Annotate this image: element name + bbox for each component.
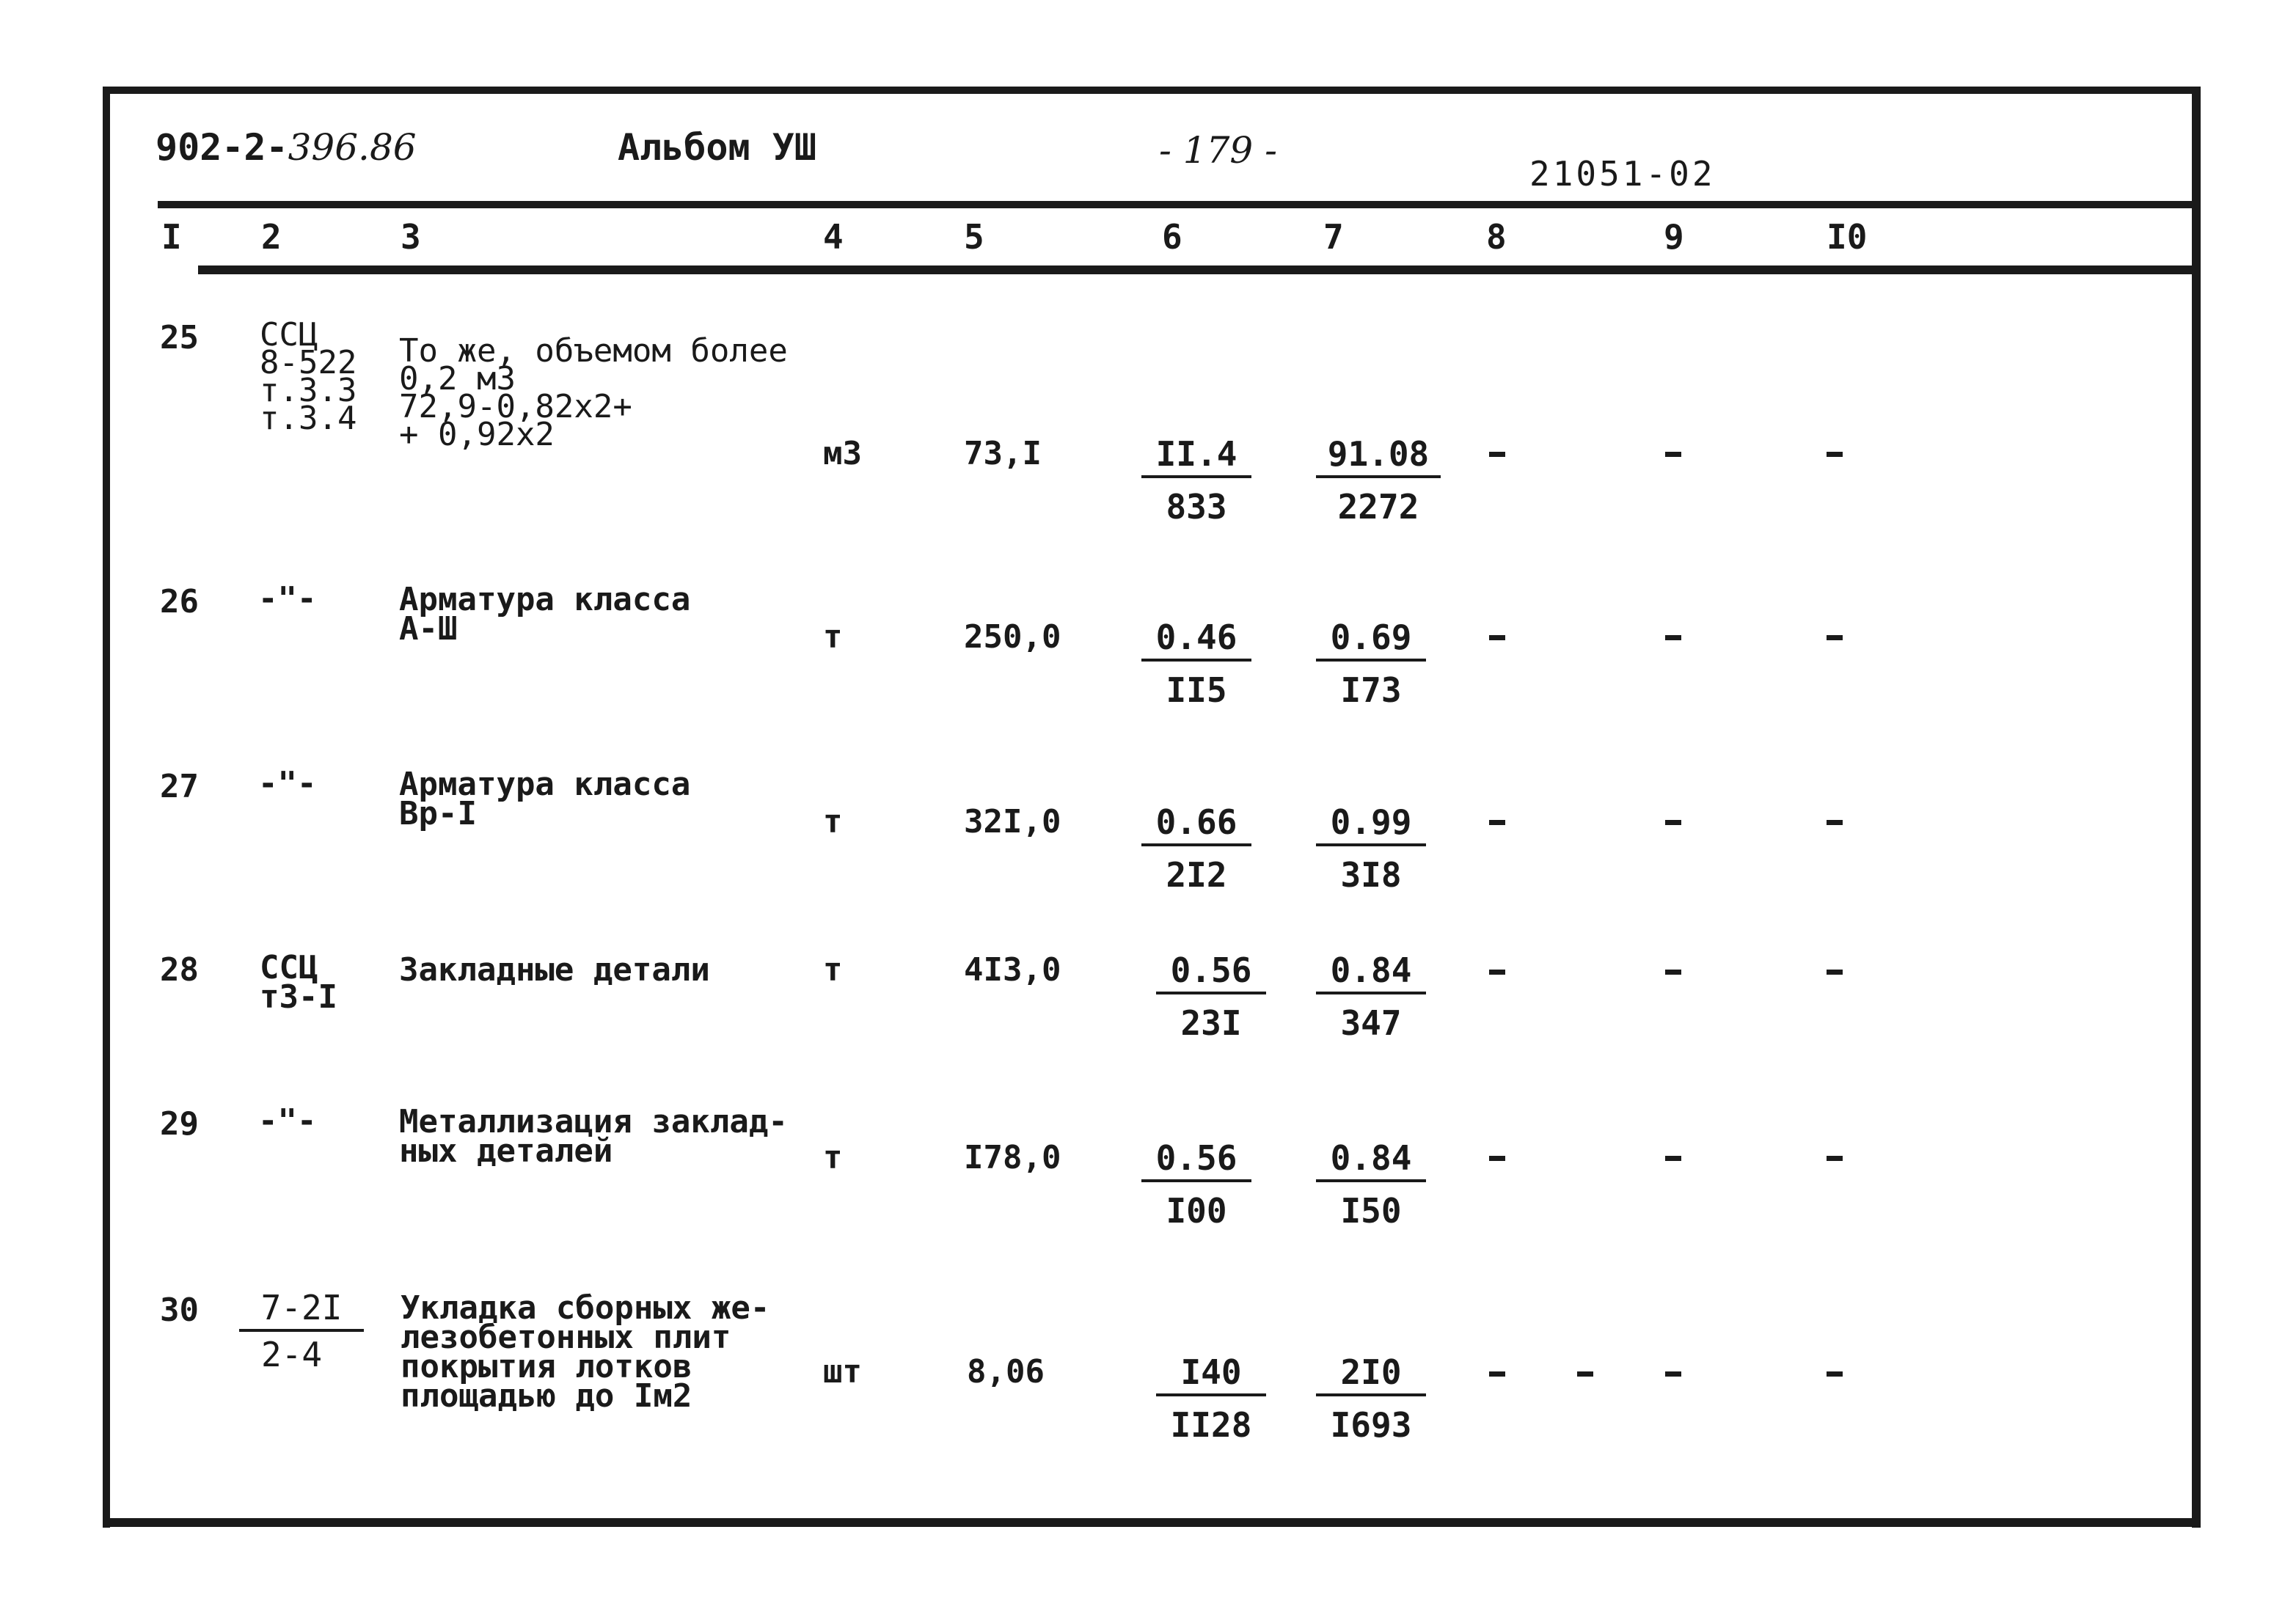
row-description: Закладные детали — [399, 951, 710, 989]
col-header-9: 9 — [1664, 217, 1684, 257]
row-reference: ССЦ 8-522 т.3.3 т.3.4 — [260, 316, 357, 437]
row-unit: т — [823, 951, 843, 989]
col-header-7: 7 — [1323, 217, 1344, 257]
col-header-1: I — [161, 217, 182, 257]
row-quantity: 4I3,0 — [964, 951, 1061, 989]
row-reference: -"- — [258, 1102, 317, 1140]
row-col6-fraction: II.4 833 — [1141, 437, 1251, 524]
row-col10-dash — [1827, 970, 1843, 975]
row-col7-fraction: 2I0 I693 — [1316, 1355, 1426, 1442]
row-col6-fraction: 0.56 23I — [1156, 953, 1266, 1040]
header-rule — [158, 201, 2193, 208]
row-col8-dash — [1489, 635, 1505, 640]
row-col6-fraction: 0.46 II5 — [1141, 620, 1251, 707]
row-reference: -"- — [258, 580, 317, 618]
row-col6-fraction: 0.66 2I2 — [1141, 805, 1251, 892]
row-col10-dash — [1827, 635, 1843, 640]
row-number: 27 — [160, 768, 199, 805]
row-col7-fraction: 0.84 347 — [1316, 953, 1426, 1040]
row-col8b-dash — [1577, 1371, 1593, 1377]
row-number: 30 — [160, 1292, 199, 1329]
row-col9-dash — [1665, 1371, 1681, 1377]
row-col9-dash — [1665, 820, 1681, 825]
row-description: Укладка сборных же- лезобетонных плит покрытия лотков площадью до Iм2 — [401, 1289, 770, 1415]
row-quantity: 250,0 — [964, 618, 1061, 656]
col-header-8: 8 — [1486, 217, 1507, 257]
row-quantity: 73,I — [964, 435, 1042, 472]
row-col8-dash — [1489, 1371, 1505, 1377]
page-number: - 179 - — [1159, 129, 1278, 172]
row-unit: шт — [823, 1353, 862, 1391]
row-col9-dash — [1665, 452, 1681, 457]
column-header-rule — [198, 265, 2193, 274]
row-col7-fraction: 91.08 2272 — [1316, 437, 1441, 524]
row-col9-dash — [1665, 970, 1681, 975]
row-quantity: I78,0 — [964, 1139, 1061, 1176]
row-col10-dash — [1827, 452, 1843, 457]
row-quantity: 32I,0 — [964, 803, 1061, 840]
col-header-10: I0 — [1827, 217, 1868, 257]
row-col8-dash — [1489, 1156, 1505, 1161]
col-header-5: 5 — [964, 217, 984, 257]
row-col7-fraction: 0.84 I50 — [1316, 1141, 1426, 1228]
row-unit: м3 — [823, 435, 862, 472]
row-col10-dash — [1827, 820, 1843, 825]
doc-number-prefix: 902-2- — [156, 126, 288, 169]
row-number: 25 — [160, 319, 199, 356]
row-unit: т — [823, 1139, 843, 1176]
row-unit: т — [823, 618, 843, 656]
col-header-2: 2 — [261, 217, 282, 257]
row-description: То же, объемом более 0,2 м3 72,9-0,82х2+ + 0,92х2 — [399, 332, 788, 453]
frame-right-border — [2192, 87, 2201, 1528]
row-col7-fraction: 0.69 I73 — [1316, 620, 1426, 707]
row-description: Металлизация заклад- ных деталей — [399, 1103, 788, 1170]
row-col10-dash — [1827, 1371, 1843, 1377]
doc-number-handwritten: 396.86 — [288, 126, 417, 169]
row-quantity: 8,06 — [967, 1353, 1045, 1391]
row-reference-fraction: 7-2I 2-4 — [239, 1291, 364, 1371]
col-header-3: 3 — [401, 217, 421, 257]
row-col9-dash — [1665, 1156, 1681, 1161]
row-number: 29 — [160, 1105, 199, 1143]
row-col10-dash — [1827, 1156, 1843, 1161]
frame-left-border — [103, 87, 110, 1528]
row-col6-fraction: 0.56 I00 — [1141, 1141, 1251, 1228]
row-col7-fraction: 0.99 3I8 — [1316, 805, 1426, 892]
row-description: Арматура класса А-Ш — [399, 581, 691, 648]
row-number: 26 — [160, 583, 199, 620]
row-number: 28 — [160, 951, 199, 989]
row-col8-dash — [1489, 820, 1505, 825]
row-col8-dash — [1489, 452, 1505, 457]
row-col9-dash — [1665, 635, 1681, 640]
doc-number — [156, 126, 417, 169]
album-label: Альбом УШ — [618, 126, 816, 169]
col-header-4: 4 — [823, 217, 844, 257]
frame-top-border — [103, 87, 2201, 94]
row-col8-dash — [1489, 970, 1505, 975]
col-header-6: 6 — [1162, 217, 1182, 257]
row-reference: ССЦ т3-I — [260, 949, 337, 1016]
row-reference: -"- — [258, 765, 317, 802]
row-description: Арматура класса Вр-I — [399, 766, 691, 832]
doc-code: 21051-02 — [1529, 154, 1716, 194]
row-col6-fraction: I40 II28 — [1156, 1355, 1266, 1442]
frame-bottom-border — [103, 1518, 2201, 1527]
row-unit: т — [823, 803, 843, 840]
